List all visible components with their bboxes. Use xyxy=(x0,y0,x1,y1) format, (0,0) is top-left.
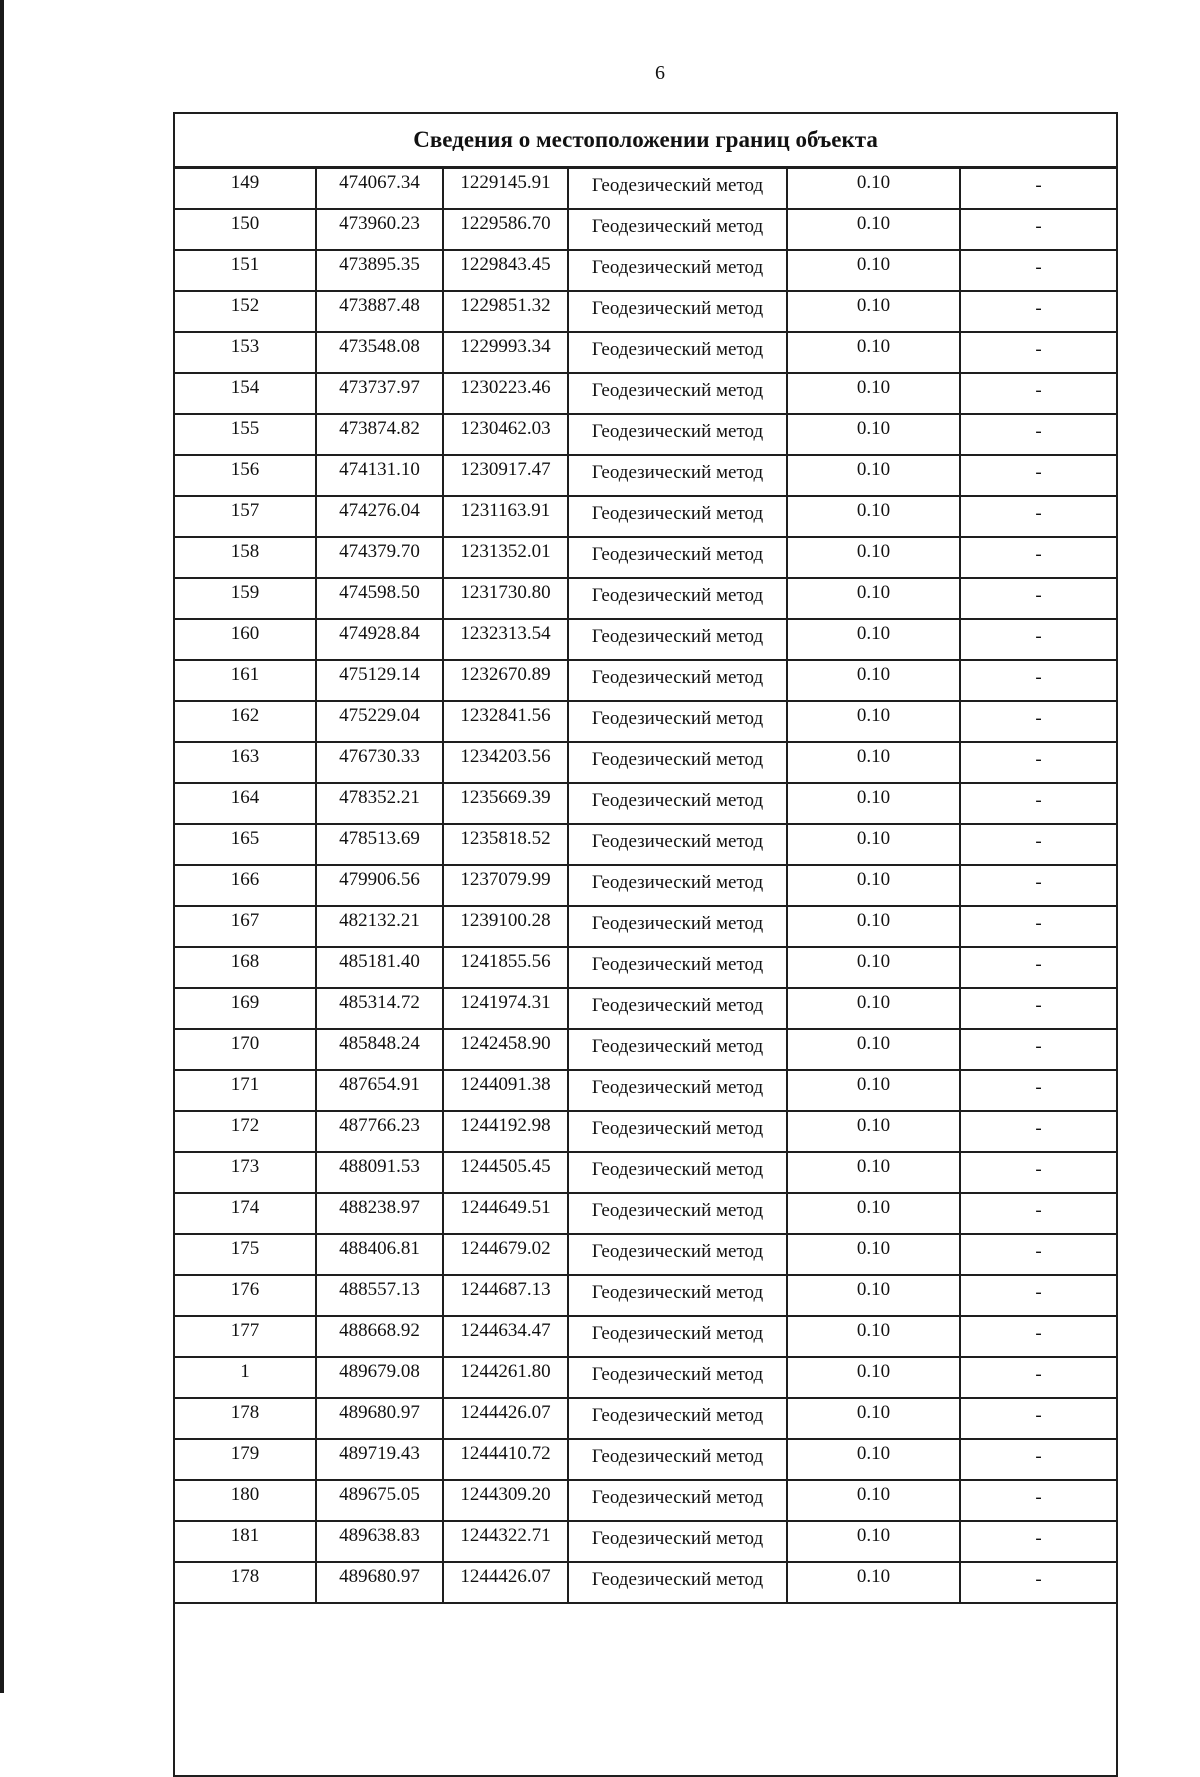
note-cell: - xyxy=(960,373,1117,414)
accuracy-cell: 0.10 xyxy=(787,1193,960,1234)
table-row xyxy=(174,1070,1117,1111)
point-number-cell: 154 xyxy=(174,373,316,414)
y-coordinate-cell: 1237079.99 xyxy=(443,865,568,906)
y-coordinate-cell: 1244634.47 xyxy=(443,1316,568,1357)
note-cell: - xyxy=(960,988,1117,1029)
accuracy-cell: 0.10 xyxy=(787,250,960,291)
method-cell: Геодезический метод xyxy=(568,824,787,865)
accuracy-cell: 0.10 xyxy=(787,578,960,619)
table-row xyxy=(174,1029,1117,1070)
point-number-cell: 160 xyxy=(174,619,316,660)
x-coordinate-cell: 479906.56 xyxy=(316,865,443,906)
note-cell: - xyxy=(960,455,1117,496)
accuracy-cell: 0.10 xyxy=(787,1439,960,1480)
y-coordinate-cell: 1232670.89 xyxy=(443,660,568,701)
accuracy-cell: 0.10 xyxy=(787,1562,960,1603)
scan-edge-shadow xyxy=(0,0,4,1693)
x-coordinate-cell: 487654.91 xyxy=(316,1070,443,1111)
point-number-cell: 165 xyxy=(174,824,316,865)
note-cell: - xyxy=(960,1029,1117,1070)
x-coordinate-cell: 474928.84 xyxy=(316,619,443,660)
note-cell: - xyxy=(960,1316,1117,1357)
accuracy-cell: 0.10 xyxy=(787,1521,960,1562)
y-coordinate-cell: 1244679.02 xyxy=(443,1234,568,1275)
method-cell: Геодезический метод xyxy=(568,291,787,332)
y-coordinate-cell: 1244426.07 xyxy=(443,1398,568,1439)
x-coordinate-cell: 482132.21 xyxy=(316,906,443,947)
y-coordinate-cell: 1230917.47 xyxy=(443,455,568,496)
accuracy-cell: 0.10 xyxy=(787,496,960,537)
note-cell: - xyxy=(960,1562,1117,1603)
table-title: Сведения о местоположении границ объекта xyxy=(174,113,1117,168)
blank-cell xyxy=(174,1603,1117,1776)
x-coordinate-cell: 489680.97 xyxy=(316,1562,443,1603)
accuracy-cell: 0.10 xyxy=(787,332,960,373)
table-row xyxy=(174,291,1117,332)
y-coordinate-cell: 1244687.13 xyxy=(443,1275,568,1316)
method-cell: Геодезический метод xyxy=(568,1029,787,1070)
table-row xyxy=(174,783,1117,824)
method-cell: Геодезический метод xyxy=(568,865,787,906)
table-row xyxy=(174,537,1117,578)
x-coordinate-cell: 473960.23 xyxy=(316,209,443,250)
note-cell: - xyxy=(960,906,1117,947)
table-row xyxy=(174,1234,1117,1275)
point-number-cell: 175 xyxy=(174,1234,316,1275)
x-coordinate-cell: 488238.97 xyxy=(316,1193,443,1234)
point-number-cell: 1 xyxy=(174,1357,316,1398)
accuracy-cell: 0.10 xyxy=(787,1111,960,1152)
accuracy-cell: 0.10 xyxy=(787,291,960,332)
note-cell: - xyxy=(960,414,1117,455)
point-number-cell: 166 xyxy=(174,865,316,906)
method-cell: Геодезический метод xyxy=(568,578,787,619)
y-coordinate-cell: 1235669.39 xyxy=(443,783,568,824)
accuracy-cell: 0.10 xyxy=(787,824,960,865)
point-number-cell: 162 xyxy=(174,701,316,742)
point-number-cell: 171 xyxy=(174,1070,316,1111)
y-coordinate-cell: 1235818.52 xyxy=(443,824,568,865)
point-number-cell: 152 xyxy=(174,291,316,332)
y-coordinate-cell: 1244091.38 xyxy=(443,1070,568,1111)
note-cell: - xyxy=(960,1357,1117,1398)
accuracy-cell: 0.10 xyxy=(787,168,960,210)
y-coordinate-cell: 1244261.80 xyxy=(443,1357,568,1398)
table-row xyxy=(174,1275,1117,1316)
point-number-cell: 153 xyxy=(174,332,316,373)
accuracy-cell: 0.10 xyxy=(787,701,960,742)
note-cell: - xyxy=(960,742,1117,783)
note-cell: - xyxy=(960,865,1117,906)
point-number-cell: 176 xyxy=(174,1275,316,1316)
y-coordinate-cell: 1229145.91 xyxy=(443,168,568,210)
note-cell: - xyxy=(960,1398,1117,1439)
y-coordinate-cell: 1244505.45 xyxy=(443,1152,568,1193)
y-coordinate-cell: 1244322.71 xyxy=(443,1521,568,1562)
accuracy-cell: 0.10 xyxy=(787,1029,960,1070)
x-coordinate-cell: 489719.43 xyxy=(316,1439,443,1480)
table-row xyxy=(174,455,1117,496)
note-cell: - xyxy=(960,660,1117,701)
note-cell: - xyxy=(960,1275,1117,1316)
accuracy-cell: 0.10 xyxy=(787,988,960,1029)
accuracy-cell: 0.10 xyxy=(787,414,960,455)
method-cell: Геодезический метод xyxy=(568,496,787,537)
note-cell: - xyxy=(960,1439,1117,1480)
accuracy-cell: 0.10 xyxy=(787,1398,960,1439)
page-number: 6 xyxy=(655,62,665,84)
method-cell: Геодезический метод xyxy=(568,1439,787,1480)
x-coordinate-cell: 473887.48 xyxy=(316,291,443,332)
accuracy-cell: 0.10 xyxy=(787,373,960,414)
x-coordinate-cell: 488091.53 xyxy=(316,1152,443,1193)
x-coordinate-cell: 485181.40 xyxy=(316,947,443,988)
table-row xyxy=(174,496,1117,537)
method-cell: Геодезический метод xyxy=(568,1521,787,1562)
accuracy-cell: 0.10 xyxy=(787,1070,960,1111)
note-cell: - xyxy=(960,1480,1117,1521)
point-number-cell: 156 xyxy=(174,455,316,496)
method-cell: Геодезический метод xyxy=(568,250,787,291)
y-coordinate-cell: 1230462.03 xyxy=(443,414,568,455)
accuracy-cell: 0.10 xyxy=(787,947,960,988)
table-row xyxy=(174,168,1117,210)
x-coordinate-cell: 474131.10 xyxy=(316,455,443,496)
x-coordinate-cell: 476730.33 xyxy=(316,742,443,783)
point-number-cell: 179 xyxy=(174,1439,316,1480)
note-cell: - xyxy=(960,783,1117,824)
x-coordinate-cell: 489638.83 xyxy=(316,1521,443,1562)
note-cell: - xyxy=(960,1070,1117,1111)
table-row xyxy=(174,619,1117,660)
x-coordinate-cell: 478513.69 xyxy=(316,824,443,865)
table-row xyxy=(174,742,1117,783)
method-cell: Геодезический метод xyxy=(568,947,787,988)
x-coordinate-cell: 474276.04 xyxy=(316,496,443,537)
table-row xyxy=(174,988,1117,1029)
y-coordinate-cell: 1241974.31 xyxy=(443,988,568,1029)
method-cell: Геодезический метод xyxy=(568,1111,787,1152)
point-number-cell: 174 xyxy=(174,1193,316,1234)
method-cell: Геодезический метод xyxy=(568,209,787,250)
table-row xyxy=(174,1152,1117,1193)
table-row xyxy=(174,1521,1117,1562)
method-cell: Геодезический метод xyxy=(568,1193,787,1234)
y-coordinate-cell: 1244309.20 xyxy=(443,1480,568,1521)
point-number-cell: 158 xyxy=(174,537,316,578)
accuracy-cell: 0.10 xyxy=(787,1152,960,1193)
method-cell: Геодезический метод xyxy=(568,1275,787,1316)
table-body xyxy=(174,168,1117,1777)
note-cell: - xyxy=(960,332,1117,373)
x-coordinate-cell: 478352.21 xyxy=(316,783,443,824)
accuracy-cell: 0.10 xyxy=(787,865,960,906)
note-cell: - xyxy=(960,947,1117,988)
note-cell: - xyxy=(960,1521,1117,1562)
table-row xyxy=(174,865,1117,906)
x-coordinate-cell: 488668.92 xyxy=(316,1316,443,1357)
x-coordinate-cell: 488557.13 xyxy=(316,1275,443,1316)
point-number-cell: 178 xyxy=(174,1398,316,1439)
accuracy-cell: 0.10 xyxy=(787,1275,960,1316)
method-cell: Геодезический метод xyxy=(568,168,787,210)
method-cell: Геодезический метод xyxy=(568,1357,787,1398)
method-cell: Геодезический метод xyxy=(568,537,787,578)
y-coordinate-cell: 1234203.56 xyxy=(443,742,568,783)
table-row xyxy=(174,906,1117,947)
table-row xyxy=(174,414,1117,455)
x-coordinate-cell: 475129.14 xyxy=(316,660,443,701)
method-cell: Геодезический метод xyxy=(568,1316,787,1357)
note-cell: - xyxy=(960,168,1117,210)
y-coordinate-cell: 1244192.98 xyxy=(443,1111,568,1152)
y-coordinate-cell: 1231163.91 xyxy=(443,496,568,537)
method-cell: Геодезический метод xyxy=(568,660,787,701)
point-number-cell: 170 xyxy=(174,1029,316,1070)
table-row xyxy=(174,578,1117,619)
point-number-cell: 149 xyxy=(174,168,316,210)
y-coordinate-cell: 1231730.80 xyxy=(443,578,568,619)
method-cell: Геодезический метод xyxy=(568,619,787,660)
note-cell: - xyxy=(960,291,1117,332)
y-coordinate-cell: 1242458.90 xyxy=(443,1029,568,1070)
table-row xyxy=(174,1111,1117,1152)
x-coordinate-cell: 474379.70 xyxy=(316,537,443,578)
method-cell: Геодезический метод xyxy=(568,332,787,373)
note-cell: - xyxy=(960,1152,1117,1193)
point-number-cell: 161 xyxy=(174,660,316,701)
method-cell: Геодезический метод xyxy=(568,988,787,1029)
point-number-cell: 178 xyxy=(174,1562,316,1603)
point-number-cell: 151 xyxy=(174,250,316,291)
table-row xyxy=(174,1193,1117,1234)
method-cell: Геодезический метод xyxy=(568,906,787,947)
y-coordinate-cell: 1239100.28 xyxy=(443,906,568,947)
accuracy-cell: 0.10 xyxy=(787,537,960,578)
x-coordinate-cell: 473895.35 xyxy=(316,250,443,291)
x-coordinate-cell: 488406.81 xyxy=(316,1234,443,1275)
method-cell: Геодезический метод xyxy=(568,742,787,783)
table-blank-area xyxy=(174,1603,1117,1776)
note-cell: - xyxy=(960,209,1117,250)
table-row xyxy=(174,1316,1117,1357)
note-cell: - xyxy=(960,1193,1117,1234)
accuracy-cell: 0.10 xyxy=(787,209,960,250)
note-cell: - xyxy=(960,496,1117,537)
x-coordinate-cell: 489680.97 xyxy=(316,1398,443,1439)
table-row xyxy=(174,1357,1117,1398)
y-coordinate-cell: 1229993.34 xyxy=(443,332,568,373)
x-coordinate-cell: 475229.04 xyxy=(316,701,443,742)
point-number-cell: 157 xyxy=(174,496,316,537)
accuracy-cell: 0.10 xyxy=(787,1234,960,1275)
method-cell: Геодезический метод xyxy=(568,1562,787,1603)
table-row xyxy=(174,209,1117,250)
accuracy-cell: 0.10 xyxy=(787,1316,960,1357)
method-cell: Геодезический метод xyxy=(568,1070,787,1111)
table-row xyxy=(174,1480,1117,1521)
note-cell: - xyxy=(960,1234,1117,1275)
method-cell: Геодезический метод xyxy=(568,1480,787,1521)
x-coordinate-cell: 485314.72 xyxy=(316,988,443,1029)
method-cell: Геодезический метод xyxy=(568,1398,787,1439)
accuracy-cell: 0.10 xyxy=(787,1357,960,1398)
table-row xyxy=(174,1562,1117,1603)
method-cell: Геодезический метод xyxy=(568,373,787,414)
x-coordinate-cell: 485848.24 xyxy=(316,1029,443,1070)
point-number-cell: 181 xyxy=(174,1521,316,1562)
x-coordinate-cell: 474067.34 xyxy=(316,168,443,210)
method-cell: Геодезический метод xyxy=(568,783,787,824)
point-number-cell: 150 xyxy=(174,209,316,250)
note-cell: - xyxy=(960,250,1117,291)
accuracy-cell: 0.10 xyxy=(787,742,960,783)
y-coordinate-cell: 1241855.56 xyxy=(443,947,568,988)
point-number-cell: 159 xyxy=(174,578,316,619)
point-number-cell: 155 xyxy=(174,414,316,455)
table-row xyxy=(174,824,1117,865)
accuracy-cell: 0.10 xyxy=(787,660,960,701)
table-title-row xyxy=(174,113,1117,168)
table-row xyxy=(174,332,1117,373)
point-number-cell: 164 xyxy=(174,783,316,824)
note-cell: - xyxy=(960,578,1117,619)
y-coordinate-cell: 1232313.54 xyxy=(443,619,568,660)
y-coordinate-cell: 1231352.01 xyxy=(443,537,568,578)
note-cell: - xyxy=(960,1111,1117,1152)
y-coordinate-cell: 1244649.51 xyxy=(443,1193,568,1234)
y-coordinate-cell: 1229851.32 xyxy=(443,291,568,332)
accuracy-cell: 0.10 xyxy=(787,619,960,660)
point-number-cell: 177 xyxy=(174,1316,316,1357)
accuracy-cell: 0.10 xyxy=(787,1480,960,1521)
method-cell: Геодезический метод xyxy=(568,701,787,742)
table-row xyxy=(174,660,1117,701)
table-row xyxy=(174,373,1117,414)
point-number-cell: 167 xyxy=(174,906,316,947)
point-number-cell: 173 xyxy=(174,1152,316,1193)
note-cell: - xyxy=(960,824,1117,865)
y-coordinate-cell: 1229843.45 xyxy=(443,250,568,291)
point-number-cell: 168 xyxy=(174,947,316,988)
accuracy-cell: 0.10 xyxy=(787,906,960,947)
note-cell: - xyxy=(960,537,1117,578)
accuracy-cell: 0.10 xyxy=(787,455,960,496)
x-coordinate-cell: 473737.97 xyxy=(316,373,443,414)
accuracy-cell: 0.10 xyxy=(787,783,960,824)
note-cell: - xyxy=(960,619,1117,660)
point-number-cell: 169 xyxy=(174,988,316,1029)
x-coordinate-cell: 487766.23 xyxy=(316,1111,443,1152)
point-number-cell: 180 xyxy=(174,1480,316,1521)
method-cell: Геодезический метод xyxy=(568,414,787,455)
x-coordinate-cell: 489679.08 xyxy=(316,1357,443,1398)
table-row xyxy=(174,1439,1117,1480)
table-row xyxy=(174,947,1117,988)
table-row xyxy=(174,250,1117,291)
x-coordinate-cell: 474598.50 xyxy=(316,578,443,619)
boundary-coordinates-table xyxy=(173,112,1118,1777)
method-cell: Геодезический метод xyxy=(568,455,787,496)
y-coordinate-cell: 1244426.07 xyxy=(443,1562,568,1603)
note-cell: - xyxy=(960,701,1117,742)
table-row xyxy=(174,701,1117,742)
x-coordinate-cell: 489675.05 xyxy=(316,1480,443,1521)
method-cell: Геодезический метод xyxy=(568,1234,787,1275)
point-number-cell: 163 xyxy=(174,742,316,783)
x-coordinate-cell: 473874.82 xyxy=(316,414,443,455)
y-coordinate-cell: 1244410.72 xyxy=(443,1439,568,1480)
y-coordinate-cell: 1230223.46 xyxy=(443,373,568,414)
y-coordinate-cell: 1232841.56 xyxy=(443,701,568,742)
table-row xyxy=(174,1398,1117,1439)
method-cell: Геодезический метод xyxy=(568,1152,787,1193)
y-coordinate-cell: 1229586.70 xyxy=(443,209,568,250)
point-number-cell: 172 xyxy=(174,1111,316,1152)
x-coordinate-cell: 473548.08 xyxy=(316,332,443,373)
